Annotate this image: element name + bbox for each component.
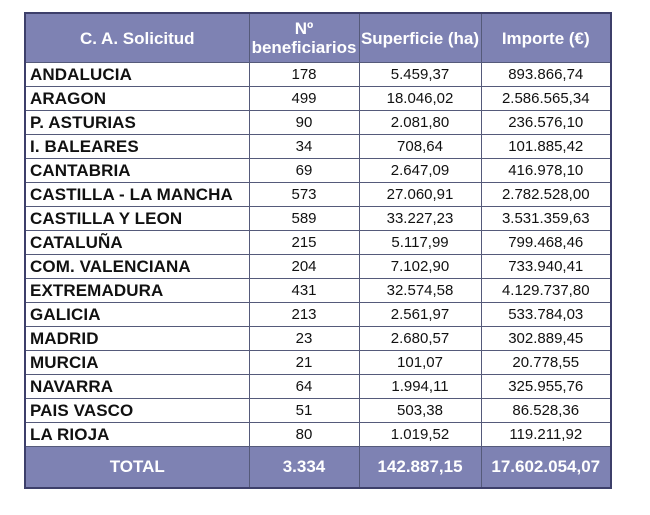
row-importe: 533.784,03 xyxy=(481,303,611,327)
row-importe: 2.782.528,00 xyxy=(481,183,611,207)
row-beneficiarios: 178 xyxy=(249,63,359,87)
row-importe: 733.940,41 xyxy=(481,255,611,279)
row-superficie: 27.060,91 xyxy=(359,183,481,207)
total-label: TOTAL xyxy=(25,447,249,489)
table-row xyxy=(25,399,611,423)
row-importe: 325.955,76 xyxy=(481,375,611,399)
row-importe: 20.778,55 xyxy=(481,351,611,375)
row-region-name: NAVARRA xyxy=(25,375,249,399)
row-beneficiarios: 23 xyxy=(249,327,359,351)
row-importe: 101.885,42 xyxy=(481,135,611,159)
total-importe: 17.602.054,07 xyxy=(481,447,611,489)
row-importe: 302.889,45 xyxy=(481,327,611,351)
row-region-name: CANTABRIA xyxy=(25,159,249,183)
row-superficie: 503,38 xyxy=(359,399,481,423)
row-region-name: GALICIA xyxy=(25,303,249,327)
row-beneficiarios: 215 xyxy=(249,231,359,255)
row-superficie: 5.117,99 xyxy=(359,231,481,255)
table-row xyxy=(25,231,611,255)
row-superficie: 33.227,23 xyxy=(359,207,481,231)
row-region-name: CASTILLA - LA MANCHA xyxy=(25,183,249,207)
row-importe: 2.586.565,34 xyxy=(481,87,611,111)
row-superficie: 32.574,58 xyxy=(359,279,481,303)
row-region-name: EXTREMADURA xyxy=(25,279,249,303)
row-beneficiarios: 431 xyxy=(249,279,359,303)
row-region-name: P. ASTURIAS xyxy=(25,111,249,135)
table-row xyxy=(25,351,611,375)
row-beneficiarios: 204 xyxy=(249,255,359,279)
table-row xyxy=(25,111,611,135)
table-body xyxy=(25,63,611,447)
row-superficie: 2.647,09 xyxy=(359,159,481,183)
row-superficie: 2.081,80 xyxy=(359,111,481,135)
row-beneficiarios: 90 xyxy=(249,111,359,135)
row-importe: 416.978,10 xyxy=(481,159,611,183)
table-row xyxy=(25,87,611,111)
row-beneficiarios: 573 xyxy=(249,183,359,207)
table-row xyxy=(25,279,611,303)
row-beneficiarios: 499 xyxy=(249,87,359,111)
table-row xyxy=(25,303,611,327)
row-beneficiarios: 64 xyxy=(249,375,359,399)
row-beneficiarios: 51 xyxy=(249,399,359,423)
row-beneficiarios: 589 xyxy=(249,207,359,231)
row-beneficiarios: 80 xyxy=(249,423,359,447)
total-superficie: 142.887,15 xyxy=(359,447,481,489)
header-importe: Importe (€) xyxy=(481,13,611,63)
table-row xyxy=(25,183,611,207)
row-beneficiarios: 21 xyxy=(249,351,359,375)
row-region-name: ANDALUCIA xyxy=(25,63,249,87)
row-region-name: LA RIOJA xyxy=(25,423,249,447)
row-region-name: I. BALEARES xyxy=(25,135,249,159)
row-region-name: ARAGON xyxy=(25,87,249,111)
header-beneficiarios: Nº beneficiarios xyxy=(249,13,359,63)
row-importe: 893.866,74 xyxy=(481,63,611,87)
row-importe: 86.528,36 xyxy=(481,399,611,423)
row-beneficiarios: 69 xyxy=(249,159,359,183)
row-superficie: 5.459,37 xyxy=(359,63,481,87)
row-region-name: MURCIA xyxy=(25,351,249,375)
row-region-name: CATALUÑA xyxy=(25,231,249,255)
total-row xyxy=(25,447,611,489)
header-ca-solicitud: C. A. Solicitud xyxy=(25,13,249,63)
regional-data-table xyxy=(24,12,612,489)
row-superficie: 101,07 xyxy=(359,351,481,375)
row-region-name: CASTILLA Y LEON xyxy=(25,207,249,231)
table-footer xyxy=(25,447,611,489)
table-row xyxy=(25,135,611,159)
row-superficie: 1.019,52 xyxy=(359,423,481,447)
row-region-name: PAIS VASCO xyxy=(25,399,249,423)
row-beneficiarios: 213 xyxy=(249,303,359,327)
row-importe: 119.211,92 xyxy=(481,423,611,447)
row-superficie: 2.680,57 xyxy=(359,327,481,351)
table-row xyxy=(25,207,611,231)
row-superficie: 18.046,02 xyxy=(359,87,481,111)
row-superficie: 708,64 xyxy=(359,135,481,159)
row-importe: 799.468,46 xyxy=(481,231,611,255)
row-region-name: COM. VALENCIANA xyxy=(25,255,249,279)
row-superficie: 1.994,11 xyxy=(359,375,481,399)
table-row xyxy=(25,375,611,399)
row-region-name: MADRID xyxy=(25,327,249,351)
row-superficie: 2.561,97 xyxy=(359,303,481,327)
row-importe: 4.129.737,80 xyxy=(481,279,611,303)
table-row xyxy=(25,327,611,351)
table-header xyxy=(25,13,611,63)
table-row xyxy=(25,423,611,447)
table-row xyxy=(25,159,611,183)
row-superficie: 7.102,90 xyxy=(359,255,481,279)
table-row xyxy=(25,255,611,279)
total-beneficiarios: 3.334 xyxy=(249,447,359,489)
table-row xyxy=(25,63,611,87)
row-importe: 236.576,10 xyxy=(481,111,611,135)
row-importe: 3.531.359,63 xyxy=(481,207,611,231)
header-superficie: Superficie (ha) xyxy=(359,13,481,63)
row-beneficiarios: 34 xyxy=(249,135,359,159)
